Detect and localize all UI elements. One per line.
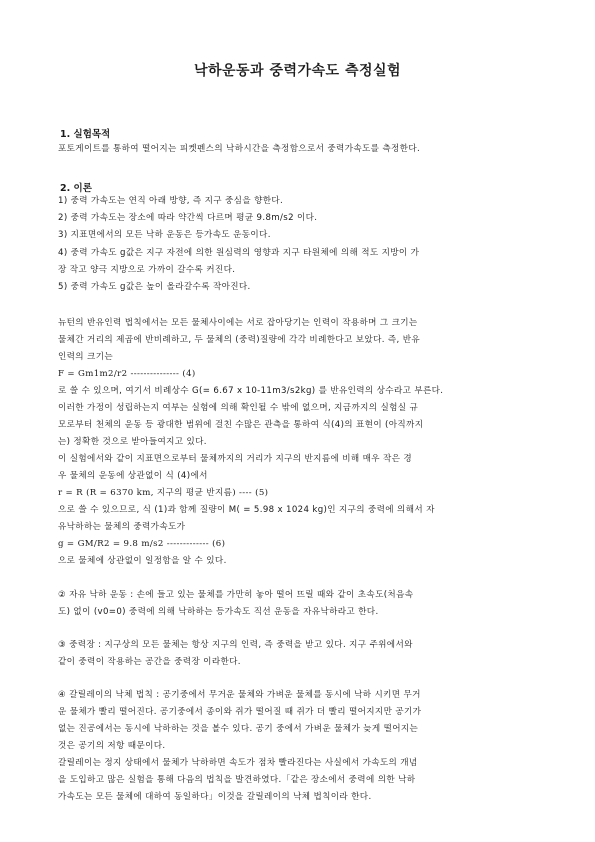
body-line: 이 실험에서와 같이 지표면으로부터 물체까지의 거리가 지구의 반지름에 비해 매우 작은 경 xyxy=(58,454,413,464)
formula-line: r = R (R = 6370 km, 지구의 평균 반지름) ---- (5) xyxy=(58,488,269,498)
section-heading-purpose: 1. 실험목적 xyxy=(60,129,111,140)
theory-item: 3) 지표면에서의 모든 낙하 운동은 등가속도 운동이다. xyxy=(58,230,271,240)
document-title: 낙하운동과 중력가속도 측정실험 xyxy=(193,63,402,79)
body-line: 유낙하하는 물체의 중력가속도가 xyxy=(58,522,186,532)
body-line: 갈릴레이는 정지 상태에서 물체가 낙하하면 속도가 점차 빨라진다는 사실에서 가속도의 개념 xyxy=(58,758,418,768)
body-line: 가속도는 모든 물체에 대하여 동일하다」이것을 갈릴레이의 낙체 법칙이라 한다. xyxy=(58,792,372,802)
theory-item: 1) 중력 가속도는 연직 아래 방향, 즉 지구 중심을 향한다. xyxy=(58,196,284,206)
body-line: 물체간 거리의 제곱에 반비례하고, 두 물체의 (중력)질량에 각각 비례한다고 보았다. 즉, 반유 xyxy=(58,335,421,345)
section-heading-theory: 2. 이론 xyxy=(60,183,92,194)
formula-line: g = GM/R2 = 9.8 m/s2 ------------- (6) xyxy=(58,539,226,549)
body-line: ③ 중력장 : 지구상의 모든 물체는 항상 지구의 인력, 즉 중력을 받고 있다. 지구 주위에서와 xyxy=(58,640,413,650)
body-line: ④ 갈릴레이의 낙체 법칙 : 공기중에서 무거운 물체와 가벼운 물체를 동시에 낙하 시키면 무거 xyxy=(58,690,421,700)
body-line: 이러한 가정이 성립하는지 여부는 실험에 의해 확인될 수 밖에 없으며, 지금까지의 실험실 규 xyxy=(58,403,419,413)
body-line: 우 물체의 운동에 상관없이 식 (4)에서 xyxy=(58,471,208,481)
body-line: 는) 정확한 것으로 받아들여지고 있다. xyxy=(58,437,207,447)
body-line: 뉴턴의 반유인력 법칙에서는 모든 물체사이에는 서로 잡아당기는 인력이 작용하며 그 크기는 xyxy=(58,318,418,328)
body-line: 을 도입하고 많은 실험을 통해 다음의 법칙을 발견하였다.「같은 장소에서 중력에 의한 낙하 xyxy=(58,775,416,785)
theory-item: 5) 중력 가속도 g값은 높이 올라갈수록 작아진다. xyxy=(58,282,251,292)
body-line: 것은 공기의 저항 때문이다. xyxy=(58,741,166,751)
body-line: 으로 쓸 수 있으므로, 식 (1)과 함께 질량이 M( = 5.98 x 1024 kg)인 지구의 중력에 의해서 자 xyxy=(58,505,435,515)
theory-item: 4) 중력 가속도 g값은 지구 자전에 의한 원심력의 영향과 지구 타원체에 의해 적도 지방이 가 xyxy=(58,248,420,258)
body-line: 운 물체가 빨리 떨어진다. 공기중에서 종이와 쥐가 떨어질 때 쥐가 더 빨리 떨어지지만 공기가 xyxy=(58,707,422,717)
body-line: 으로 물체에 상관없이 일정함을 알 수 있다. xyxy=(58,556,227,566)
body-line: 없는 진공에서는 동시에 낙하하는 것을 볼수 있다. 공기 중에서 가벼운 물체가 늦게 떨어지는 xyxy=(58,724,419,734)
theory-item: 2) 중력 가속도는 장소에 따라 약간씩 다르며 평균 9.8m/s2 이다. xyxy=(58,213,318,223)
body-line: 모로부터 천체의 운동 등 광대한 범위에 걸친 수많은 관측을 통하여 식(4)의 표현이 (아직까지 xyxy=(58,420,424,430)
purpose-text: 포토게이트를 통하여 떨어지는 피켓펜스의 낙하시간을 측정함으로서 중력가속도를 측정한다. xyxy=(58,144,421,154)
formula-line: F = Gm1m2/r2 --------------- (4) xyxy=(58,369,196,379)
body-line: ② 자유 낙하 운동 : 손에 들고 있는 물체를 가만히 놓아 떨어 뜨릴 때와 같이 초속도(처음속 xyxy=(58,590,414,600)
body-line: 인력의 크기는 xyxy=(58,352,113,362)
body-line: 로 쓸 수 있으며, 여기서 비례상수 G(= 6.67 x 10-11m3/s2kg) 를 반유인력의 상수라고 부른다. xyxy=(58,386,444,396)
body-line: 도) 없이 (v0=0) 중력에 의해 낙하하는 등가속도 직선 운동을 자유낙하라고 한다. xyxy=(58,607,379,617)
body-line: 같이 중력이 작용하는 공간을 중력장 이라한다. xyxy=(58,657,241,667)
theory-item: 장 작고 양극 지방으로 가까이 갈수록 커진다. xyxy=(58,265,236,275)
